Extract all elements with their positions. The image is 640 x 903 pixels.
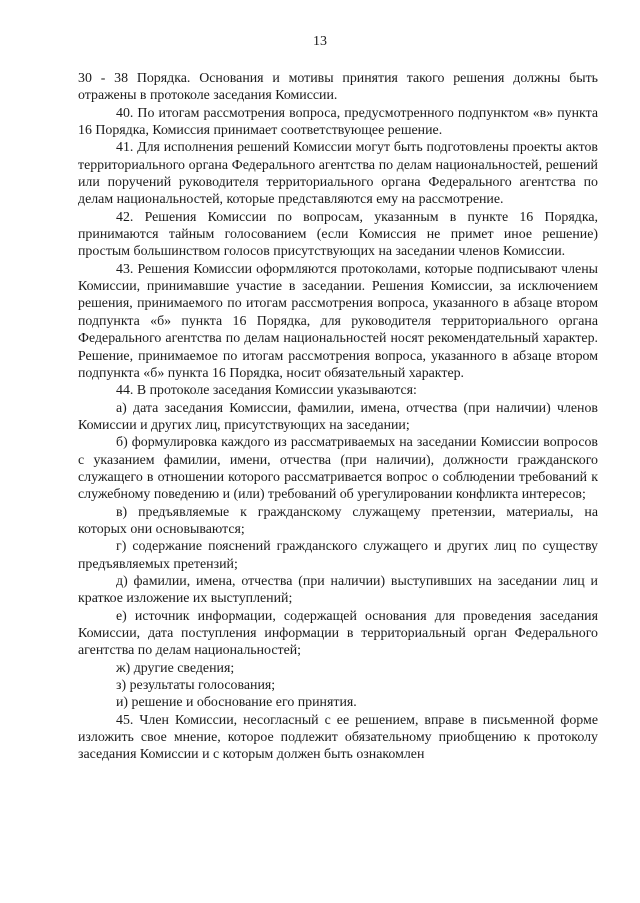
paragraph-10: г) содержание пояснений гражданского служащего и других лиц по существу предъявляемых претензий; bbox=[78, 539, 598, 572]
paragraph-6: 44. В протоколе заседания Комиссии указываются: bbox=[116, 383, 417, 399]
paragraph-3: 41. Для исполнения решений Комиссии могут быть подготовлены проекты актов территориального органа Федерального агентства по делам национальностей, решений или поручений руководителя территориального органа Федерального агентства по делам национальностей, которые представляются ему на рассмотрение. bbox=[78, 140, 598, 208]
paragraph-7: а) дата заседания Комиссии, фамилии, имена, отчества (при наличии) членов Комиссии и других лиц, присутствующих на заседании; bbox=[78, 400, 598, 433]
paragraph-8: б) формулировка каждого из рассматриваемых на заседании Комиссии вопросов с указанием фамилии, имени, отчества (при наличии), должности гражданского служащего в отношении которого рассматривается вопрос о соблюдении требований к служебному поведению и (или) требований об урегулировании конфликта интересов; bbox=[78, 435, 598, 503]
page-number: 13 bbox=[313, 34, 327, 49]
paragraph-13: ж) другие сведения; bbox=[116, 660, 235, 676]
paragraph-15: и) решение и обоснование его принятия. bbox=[116, 695, 357, 711]
document-body bbox=[78, 70, 598, 764]
paragraph-1: 30 - 38 Порядка. Основания и мотивы принятия такого решения должны быть отражены в протоколе заседания Комиссии. bbox=[78, 71, 598, 104]
paragraph-5: 43. Решения Комиссии оформляются протоколами, которые подписывают члены Комиссии, принимавшие участие в заседании. Решения Комиссии, за исключением решения, принимаемого по итогам рассмотрения вопроса, указанного в абзаце втором подпункта «б» пункта 16 Порядка, для руководителя территориального органа Федерального агентства по делам национальностей носят рекомендательный характер. Решение, принимаемое по итогам рассмотрения вопроса, указанного в абзаце втором подпункта «б» пункта 16 Порядка, носит обязательный характер. bbox=[78, 261, 598, 381]
paragraph-2: 40. По итогам рассмотрения вопроса, предусмотренного подпунктом «в» пункта 16 Порядка, Комиссия принимает соответствующее решение. bbox=[78, 105, 598, 139]
paragraph-16: 45. Член Комиссии, несогласный с ее решением, вправе в письменной форме изложить свое мнение, которое подлежит обязательному приобщению к протоколу заседания Комиссии и с которым должен быть ознакомлен bbox=[78, 712, 598, 763]
paragraph-4: 42. Решения Комиссии по вопросам, указанным в пункте 16 Порядка, принимаются тайным голосованием (если Комиссия не примет иное решение) простым большинством голосов присутствующих на заседании членов Комиссии. bbox=[78, 209, 598, 260]
paragraph-11: д) фамилии, имена, отчества (при наличии) выступивших на заседании лиц и краткое изложение их выступлений; bbox=[78, 573, 598, 607]
paragraph-12: е) источник информации, содержащей основания для проведения заседания Комиссии, дата поступления информации в территориальный орган Федерального агентства по делам национальностей; bbox=[78, 608, 598, 659]
paragraph-9: в) предъявляемые к гражданскому служащему претензии, материалы, на которых они основываются; bbox=[78, 504, 598, 537]
paragraph-14: з) результаты голосования; bbox=[116, 678, 276, 694]
